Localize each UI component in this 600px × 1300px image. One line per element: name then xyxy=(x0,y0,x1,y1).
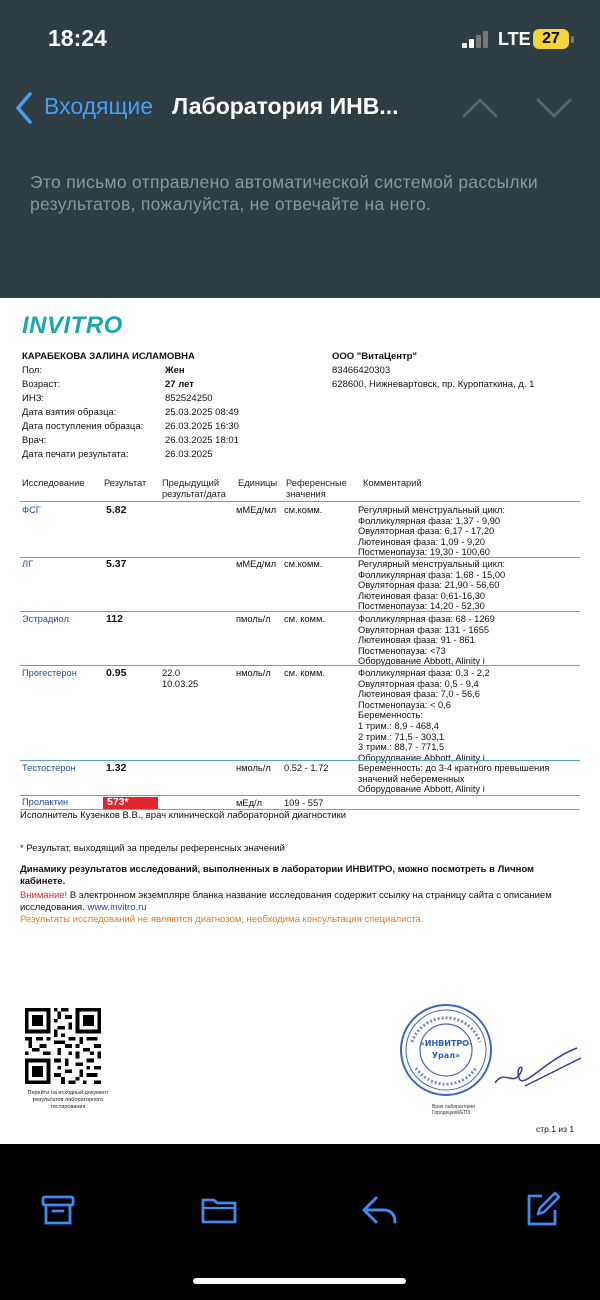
test-units: мМЕд/мл xyxy=(236,559,277,569)
test-result: 5.82 xyxy=(106,504,127,516)
compose-icon[interactable] xyxy=(522,1190,562,1230)
test-reference: см. комм. xyxy=(284,614,325,624)
test-units: мЕд/л xyxy=(236,798,263,808)
test-units: нмоль/л xyxy=(236,668,271,678)
table-divider xyxy=(20,501,580,502)
test-units: пмоль/л xyxy=(236,614,271,624)
field-label: Дата поступления образца: xyxy=(22,421,144,432)
test-previous-date: 10.03.25 xyxy=(162,679,199,689)
column-header-previous: Предыдущий результат/дата xyxy=(162,478,226,499)
test-reference: см.комм. xyxy=(284,559,323,569)
attention-note xyxy=(20,890,585,914)
test-previous: 22.0 xyxy=(162,668,181,678)
table-divider xyxy=(20,665,580,666)
navigation-bar xyxy=(0,78,600,138)
column-header-units: Единицы xyxy=(238,478,278,488)
field-label: ИНЗ: xyxy=(22,393,45,404)
test-result: 112 xyxy=(106,613,123,625)
qr-code-icon[interactable] xyxy=(25,1008,101,1084)
page-number: стр.1 из 1 xyxy=(536,1124,575,1134)
test-name[interactable]: ЛГ xyxy=(22,559,34,569)
table-divider xyxy=(20,611,580,612)
field-value: 26.03.2025 16:30 xyxy=(165,421,239,432)
svg-text:«ИНВИТРО-: «ИНВИТРО- xyxy=(419,1039,473,1048)
network-type: LTE xyxy=(498,29,531,49)
column-header-comment: Комментарий xyxy=(363,478,422,488)
chevron-left-icon[interactable] xyxy=(12,90,38,126)
test-comment: Регулярный менструальный цикл: Фолликулярная фаза: 1,68 - 15,00 Овуляторная фаза: 21,90 - 56,60 Лютеиновая фаза: 0,61-16,30 Постменопауза: 14,20 - 52,30 xyxy=(358,559,506,612)
archive-icon[interactable] xyxy=(38,1190,78,1230)
test-comment: Фолликулярная фаза: 68 - 1269 Овуляторная фаза: 131 - 1655 Лютеиновая фаза: 91 - 861 Постменопауза: <73 Оборудование Abbott, Alinity i xyxy=(358,614,495,667)
test-name[interactable]: Тестостерон xyxy=(22,763,76,773)
field-label: Дата взятия образца: xyxy=(22,407,117,418)
test-name[interactable]: Пролактин xyxy=(22,797,69,807)
signal-icon xyxy=(462,30,492,48)
website-link[interactable]: www.invitro.ru xyxy=(87,902,147,913)
test-reference: см. комм. xyxy=(284,668,325,678)
qr-caption: Перейти на исходный документ результатов лабораторного тестирования xyxy=(27,1090,109,1110)
field-value: 25.03.2025 08:49 xyxy=(165,407,239,418)
field-value: 852524250 xyxy=(165,393,213,404)
status-bar xyxy=(0,0,600,78)
field-value: 27 лет xyxy=(165,379,194,390)
footnote: * Результат, выходящий за пределы референсных значений xyxy=(20,843,285,854)
chevron-up-icon[interactable] xyxy=(460,92,500,122)
executor: Исполнитель Кузенков В.В., врач клинической лабораторной диагностики xyxy=(20,810,347,821)
test-result: 5.37 xyxy=(106,558,127,570)
test-name[interactable]: ФСГ xyxy=(22,505,41,515)
battery-icon: 27 xyxy=(533,29,569,49)
invitro-logo: INVITRO xyxy=(22,312,123,339)
organization-address: 628600, Нижневартовск, пр. Куропаткина, д. 1 xyxy=(332,379,535,390)
chevron-down-icon[interactable] xyxy=(534,92,574,122)
field-value: Жен xyxy=(165,365,185,376)
auto-mail-notice: Это письмо отправлено автоматической системой рассылки результатов, пожалуйста, не отвечайте на него. xyxy=(30,172,538,214)
test-comment: Фолликулярная фаза: 0,3 - 2,2 Овуляторная фаза: 0,5 - 9,4 Лютеиновая фаза: 7,0 - 56,6 Постменопауза: < 0,6 Беременность: 1 трим.: 8,9 - 468,4 2 трим.: 71,5 - 303,1 3 трим.: 88,7 - 771,5 Оборудование Abbott, Alinity i xyxy=(358,668,490,763)
field-value: 26.03.2025 xyxy=(165,449,213,460)
back-button[interactable]: Входящие xyxy=(44,93,154,119)
stamp-icon xyxy=(398,1002,494,1098)
test-name[interactable]: Прогестерон xyxy=(22,668,77,678)
test-comment: Беременность: до 3-4 кратного превышения значений небеременных Оборудование Abbott, Alinity i xyxy=(358,763,550,795)
column-header-result: Результат xyxy=(104,478,147,488)
test-reference: 0.52 - 1.72 xyxy=(284,763,329,773)
test-reference: 109 - 557 xyxy=(284,798,324,808)
attention-word: Внимание! xyxy=(20,890,68,901)
status-time: 18:24 xyxy=(48,25,107,51)
field-value: 26.03.2025 18:01 xyxy=(165,435,239,446)
table-divider xyxy=(20,795,580,796)
folder-icon[interactable] xyxy=(199,1190,239,1230)
lab-result-document xyxy=(0,298,600,1144)
test-result: 1.32 xyxy=(106,762,127,774)
field-label: Возраст: xyxy=(22,379,61,390)
test-name[interactable]: Эстрадиол xyxy=(22,614,69,624)
field-label: Дата печати результата: xyxy=(22,449,129,460)
page-title: Лаборатория ИНВ... xyxy=(172,93,399,119)
test-comment: Регулярный менструальный цикл: Фолликулярная фаза: 1,37 - 9,90 Овуляторная фаза: 6,17 - 17,20 Лютеиновая фаза: 1,09 - 9,20 Постменопауза: 19,30 - 100,60 xyxy=(358,505,505,558)
organization-name: ООО "ВитаЦентр" xyxy=(332,351,417,362)
column-header-test: Исследование xyxy=(22,478,85,488)
attention-text: В электронном экземпляре бланка название исследования содержит ссылку на страницу сайта с описанием исследования. xyxy=(20,890,552,913)
mail-header-area xyxy=(0,0,600,298)
table-divider xyxy=(20,760,580,761)
column-header-reference: Референсные значения xyxy=(286,478,347,499)
dynamics-note: Динамику результатов исследований, выполненных в лаборатории ИНВИТРО, можно посмотреть в Личном кабинете. xyxy=(20,864,535,887)
disclaimer: Результаты исследований не являются диагнозом, необходима консультация специалиста. xyxy=(20,914,424,925)
field-label: Врач: xyxy=(22,435,47,446)
test-result: 0.95 xyxy=(106,667,127,679)
field-label: Пол: xyxy=(22,365,43,376)
test-result-flagged: 573* xyxy=(103,797,158,809)
bottom-toolbar xyxy=(0,1144,600,1300)
home-indicator[interactable] xyxy=(193,1278,406,1284)
signature-icon xyxy=(485,1038,585,1098)
test-reference: см.комм. xyxy=(284,505,323,515)
organization-phone: 83466420303 xyxy=(332,365,391,376)
signer-caption: Врач лаборатории Городецкий/ЕПЗ xyxy=(432,1104,475,1116)
test-units: мМЕд/мл xyxy=(236,505,277,515)
svg-text:Урал»: Урал» xyxy=(431,1051,461,1060)
reply-icon[interactable] xyxy=(360,1190,400,1230)
test-units: нмоль/л xyxy=(236,763,271,773)
table-divider xyxy=(20,557,580,558)
patient-name: КАРАБЕКОВА ЗАЛИНА ИСЛАМОВНА xyxy=(22,351,195,362)
